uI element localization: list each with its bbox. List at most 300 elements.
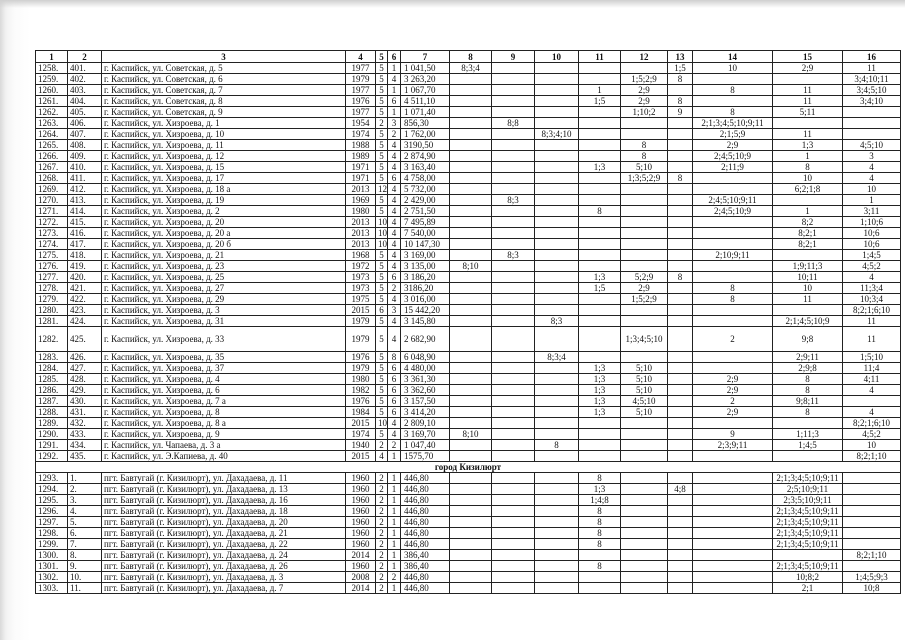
cell-col-8 — [450, 162, 492, 173]
cell-area: 7 540,00 — [401, 228, 450, 239]
cell-col-9 — [492, 305, 535, 316]
cell-col-10 — [535, 528, 579, 539]
cell-year-built: 1974 — [346, 429, 376, 440]
cell-row-index: 1301. — [36, 561, 68, 572]
cell-col-13 — [668, 583, 693, 594]
column-header: 2 — [68, 51, 102, 63]
cell-col-8 — [450, 184, 492, 195]
cell-col-13: 8 — [668, 74, 693, 85]
cell-col-13 — [668, 429, 693, 440]
cell-row-number: 417. — [68, 239, 102, 250]
cell-col-15: 8;2 — [773, 217, 843, 228]
cell-entrances: 1 — [388, 451, 401, 462]
cell-col-15: 6;2;1;8 — [773, 184, 843, 195]
cell-col-12: 2;9 — [621, 96, 668, 107]
cell-row-number: 5. — [68, 517, 102, 528]
cell-floors: 5 — [376, 283, 388, 294]
cell-floors: 2 — [376, 539, 388, 550]
cell-year-built: 1971 — [346, 162, 376, 173]
cell-col-8 — [450, 239, 492, 250]
cell-col-8 — [450, 195, 492, 206]
cell-col-10 — [535, 407, 579, 418]
cell-row-number: 8. — [68, 550, 102, 561]
cell-col-8 — [450, 96, 492, 107]
table-row — [36, 228, 901, 239]
cell-address: пгт. Бавтугай (г. Кизилюрт), ул. Дахадаева, д. 21 — [102, 528, 346, 539]
cell-col-13 — [668, 327, 693, 352]
cell-col-9 — [492, 173, 535, 184]
cell-floors: 5 — [376, 316, 388, 327]
cell-floors: 5 — [376, 374, 388, 385]
cell-row-index: 1298. — [36, 528, 68, 539]
cell-col-10 — [535, 484, 579, 495]
cell-row-index: 1262. — [36, 107, 68, 118]
cell-area: 4 511,10 — [401, 96, 450, 107]
table-row — [36, 63, 901, 74]
cell-floors: 4 — [376, 451, 388, 462]
cell-row-index: 1273. — [36, 228, 68, 239]
cell-col-9 — [492, 327, 535, 352]
cell-col-11 — [579, 250, 621, 261]
cell-col-10 — [535, 385, 579, 396]
table-row — [36, 506, 901, 517]
cell-col-10 — [535, 228, 579, 239]
cell-col-14: 2;10;9;11 — [693, 250, 773, 261]
cell-row-index: 1291. — [36, 440, 68, 451]
column-header: 13 — [668, 51, 693, 63]
cell-col-8 — [450, 327, 492, 352]
cell-floors: 5 — [376, 261, 388, 272]
cell-col-15: 8 — [773, 162, 843, 173]
cell-col-12: 1;10;2 — [621, 107, 668, 118]
cell-address: г. Каспийск, ул. Хизроева, д. 7 а — [102, 396, 346, 407]
cell-address: г. Каспийск, ул. Советская, д. 7 — [102, 85, 346, 96]
cell-col-14 — [693, 305, 773, 316]
table-row — [36, 239, 901, 250]
cell-col-14 — [693, 316, 773, 327]
table-row — [36, 407, 901, 418]
cell-row-index: 1271. — [36, 206, 68, 217]
cell-floors: 5 — [376, 352, 388, 363]
cell-col-14 — [693, 184, 773, 195]
table-row — [36, 495, 901, 506]
cell-row-number: 402. — [68, 74, 102, 85]
cell-col-14 — [693, 495, 773, 506]
cell-year-built: 1940 — [346, 440, 376, 451]
table-row — [36, 283, 901, 294]
cell-row-index: 1284. — [36, 363, 68, 374]
cell-row-index: 1275. — [36, 250, 68, 261]
cell-col-16: 11 — [843, 63, 901, 74]
cell-col-14 — [693, 550, 773, 561]
cell-col-12 — [621, 316, 668, 327]
cell-col-10 — [535, 451, 579, 462]
cell-entrances: 4 — [388, 228, 401, 239]
cell-col-14 — [693, 572, 773, 583]
housing-register-table — [35, 50, 901, 594]
cell-floors: 5 — [376, 327, 388, 352]
cell-entrances: 4 — [388, 217, 401, 228]
cell-col-8 — [450, 440, 492, 451]
cell-col-16: 4 — [843, 173, 901, 184]
cell-col-9 — [492, 550, 535, 561]
cell-row-index: 1276. — [36, 261, 68, 272]
cell-address: г. Каспийск, ул. Хизроева, д. 19 — [102, 195, 346, 206]
cell-col-11: 8 — [579, 206, 621, 217]
table-row — [36, 517, 901, 528]
cell-col-10 — [535, 539, 579, 550]
table-row — [36, 261, 901, 272]
column-header: 1 — [36, 51, 68, 63]
table-row — [36, 352, 901, 363]
cell-year-built: 1960 — [346, 539, 376, 550]
cell-col-16 — [843, 107, 901, 118]
column-header: 7 — [401, 51, 450, 63]
cell-area: 386,40 — [401, 561, 450, 572]
table-row — [36, 294, 901, 305]
cell-col-9: 8;8 — [492, 118, 535, 129]
cell-col-14 — [693, 451, 773, 462]
cell-area: 4 758,00 — [401, 173, 450, 184]
table-body — [36, 63, 901, 594]
cell-row-number: 11. — [68, 583, 102, 594]
cell-col-9 — [492, 528, 535, 539]
cell-col-9 — [492, 206, 535, 217]
cell-col-15: 2;9;11 — [773, 352, 843, 363]
cell-col-8 — [450, 85, 492, 96]
cell-col-12 — [621, 129, 668, 140]
cell-col-16: 11 — [843, 327, 901, 352]
cell-col-13 — [668, 517, 693, 528]
cell-col-9 — [492, 440, 535, 451]
cell-col-10 — [535, 294, 579, 305]
cell-col-10 — [535, 63, 579, 74]
table-row — [36, 74, 901, 85]
cell-col-10 — [535, 550, 579, 561]
cell-col-11 — [579, 327, 621, 352]
table-row — [36, 316, 901, 327]
cell-col-15: 11 — [773, 96, 843, 107]
table-row — [36, 363, 901, 374]
cell-floors: 5 — [376, 429, 388, 440]
cell-address: г. Каспийск, ул. Хизроева, д. 2 — [102, 206, 346, 217]
cell-col-10 — [535, 151, 579, 162]
cell-col-8 — [450, 283, 492, 294]
cell-col-15: 2;3;5;10;9;11 — [773, 495, 843, 506]
cell-col-16: 8;2;1;6;10 — [843, 305, 901, 316]
cell-col-11: 8 — [579, 506, 621, 517]
cell-col-8 — [450, 484, 492, 495]
cell-col-10 — [535, 184, 579, 195]
cell-col-11: 1;3 — [579, 396, 621, 407]
cell-col-13 — [668, 451, 693, 462]
cell-col-15: 8 — [773, 374, 843, 385]
cell-row-number: 420. — [68, 272, 102, 283]
cell-col-10 — [535, 250, 579, 261]
cell-col-12 — [621, 118, 668, 129]
cell-col-14: 2;1;5;9 — [693, 129, 773, 140]
cell-col-12: 8 — [621, 140, 668, 151]
cell-address: пгт. Бавтугай (г. Кизилюрт), ул. Дахадаева, д. 7 — [102, 583, 346, 594]
cell-col-10 — [535, 327, 579, 352]
cell-col-9 — [492, 217, 535, 228]
cell-col-11 — [579, 217, 621, 228]
cell-col-8 — [450, 294, 492, 305]
cell-address: г. Каспийск, ул. Хизроева, д. 9 — [102, 429, 346, 440]
cell-col-12: 5;10 — [621, 407, 668, 418]
cell-area: 3 414,20 — [401, 407, 450, 418]
cell-col-16 — [843, 561, 901, 572]
cell-col-16: 1;4;5 — [843, 250, 901, 261]
cell-col-15: 2;1;3;4;5;10;9;11 — [773, 528, 843, 539]
cell-col-10: 8;3;4 — [535, 352, 579, 363]
cell-col-16: 4 — [843, 162, 901, 173]
cell-col-9: 8;3 — [492, 250, 535, 261]
cell-address: г. Каспийск, ул. Э.Капиева, д. 40 — [102, 451, 346, 462]
cell-col-15: 1;9;11;3 — [773, 261, 843, 272]
cell-col-11: 1;3 — [579, 374, 621, 385]
cell-col-13 — [668, 572, 693, 583]
cell-entrances: 4 — [388, 250, 401, 261]
cell-col-9 — [492, 385, 535, 396]
cell-col-14 — [693, 352, 773, 363]
cell-col-8 — [450, 473, 492, 484]
cell-col-11: 8 — [579, 561, 621, 572]
cell-col-10 — [535, 305, 579, 316]
cell-col-10 — [535, 85, 579, 96]
table-row — [36, 305, 901, 316]
cell-area: 446,80 — [401, 506, 450, 517]
cell-col-10 — [535, 195, 579, 206]
cell-address: г. Каспийск, ул. Хизроева, д. 6 — [102, 385, 346, 396]
cell-year-built: 1977 — [346, 85, 376, 96]
cell-col-15: 1 — [773, 206, 843, 217]
cell-col-15: 2;1;3;4;5;10;9;11 — [773, 473, 843, 484]
cell-col-16: 10;6 — [843, 228, 901, 239]
cell-col-15: 2;1;3;4;5;10;9;11 — [773, 539, 843, 550]
cell-entrances: 4 — [388, 184, 401, 195]
cell-address: г. Каспийск, ул. Хизроева, д. 18 а — [102, 184, 346, 195]
cell-col-14 — [693, 473, 773, 484]
table-row — [36, 561, 901, 572]
column-header: 11 — [579, 51, 621, 63]
cell-area: 3 016,00 — [401, 294, 450, 305]
cell-entrances: 2 — [388, 572, 401, 583]
cell-col-13 — [668, 385, 693, 396]
cell-col-12 — [621, 561, 668, 572]
cell-col-16: 4 — [843, 407, 901, 418]
cell-area: 446,80 — [401, 539, 450, 550]
cell-col-14: 8 — [693, 283, 773, 294]
cell-col-13 — [668, 129, 693, 140]
section-heading-row — [36, 462, 901, 473]
cell-col-16 — [843, 506, 901, 517]
cell-col-14: 2;4;5;10;9 — [693, 206, 773, 217]
cell-entrances: 6 — [388, 363, 401, 374]
cell-col-10 — [535, 363, 579, 374]
cell-row-index: 1288. — [36, 407, 68, 418]
cell-col-16 — [843, 484, 901, 495]
cell-col-8: 8;10 — [450, 261, 492, 272]
cell-col-15 — [773, 118, 843, 129]
cell-year-built: 2015 — [346, 305, 376, 316]
cell-col-15: 2;1 — [773, 583, 843, 594]
cell-col-9 — [492, 129, 535, 140]
table-header — [36, 51, 901, 63]
cell-address: г. Каспийск, ул. Хизроева, д. 15 — [102, 162, 346, 173]
cell-col-11: 1;3 — [579, 385, 621, 396]
cell-entrances: 6 — [388, 173, 401, 184]
cell-row-index: 1285. — [36, 374, 68, 385]
cell-col-13 — [668, 374, 693, 385]
cell-entrances: 4 — [388, 294, 401, 305]
cell-floors: 6 — [376, 305, 388, 316]
cell-col-12: 5;10 — [621, 363, 668, 374]
table-row — [36, 583, 901, 594]
cell-col-14 — [693, 539, 773, 550]
cell-col-16: 1;5;10 — [843, 352, 901, 363]
cell-area: 3 163,40 — [401, 162, 450, 173]
cell-entrances: 4 — [388, 151, 401, 162]
cell-col-14 — [693, 228, 773, 239]
cell-address: г. Каспийск, ул. Хизроева, д. 33 — [102, 327, 346, 352]
header-row — [36, 51, 901, 63]
cell-floors: 2 — [376, 550, 388, 561]
cell-col-8 — [450, 363, 492, 374]
cell-row-index: 1289. — [36, 418, 68, 429]
cell-col-12: 5;2;9 — [621, 272, 668, 283]
cell-col-13 — [668, 283, 693, 294]
cell-year-built: 1984 — [346, 407, 376, 418]
cell-floors: 5 — [376, 250, 388, 261]
cell-col-13 — [668, 305, 693, 316]
cell-col-14: 2;3;9;11 — [693, 440, 773, 451]
cell-col-10 — [535, 506, 579, 517]
cell-col-15: 2;1;3;4;5;10;9;11 — [773, 561, 843, 572]
cell-floors: 5 — [376, 195, 388, 206]
cell-year-built: 1960 — [346, 495, 376, 506]
cell-floors: 5 — [376, 96, 388, 107]
table-row — [36, 327, 901, 352]
cell-row-index: 1283. — [36, 352, 68, 363]
table-row — [36, 396, 901, 407]
cell-year-built: 1976 — [346, 396, 376, 407]
table-row — [36, 162, 901, 173]
cell-col-14 — [693, 484, 773, 495]
cell-row-number: 424. — [68, 316, 102, 327]
cell-col-9 — [492, 561, 535, 572]
cell-col-10: 8 — [535, 440, 579, 451]
cell-col-11: 1;3 — [579, 363, 621, 374]
cell-col-13 — [668, 85, 693, 96]
cell-col-12 — [621, 484, 668, 495]
cell-col-14 — [693, 96, 773, 107]
cell-col-8 — [450, 151, 492, 162]
cell-floors: 2 — [376, 572, 388, 583]
cell-address: г. Каспийск, ул. Хизроева, д. 27 — [102, 283, 346, 294]
cell-row-number: 426. — [68, 352, 102, 363]
cell-col-16: 10;6 — [843, 239, 901, 250]
cell-col-11: 1;4;8 — [579, 495, 621, 506]
cell-col-11: 8 — [579, 528, 621, 539]
cell-col-15 — [773, 74, 843, 85]
cell-year-built: 2008 — [346, 572, 376, 583]
cell-address: г. Каспийск, ул. Чапаева, д. 3 а — [102, 440, 346, 451]
cell-col-12: 5;10 — [621, 162, 668, 173]
cell-col-11 — [579, 107, 621, 118]
cell-row-number: 416. — [68, 228, 102, 239]
cell-entrances: 1 — [388, 85, 401, 96]
cell-col-16: 8;2;1;10 — [843, 550, 901, 561]
cell-col-11 — [579, 195, 621, 206]
cell-col-14 — [693, 272, 773, 283]
cell-floors: 5 — [376, 396, 388, 407]
cell-row-index: 1269. — [36, 184, 68, 195]
cell-col-16: 4;5;2 — [843, 261, 901, 272]
table-row — [36, 484, 901, 495]
cell-col-11 — [579, 184, 621, 195]
cell-col-9 — [492, 74, 535, 85]
cell-col-12: 1;5;2;9 — [621, 294, 668, 305]
cell-entrances: 4 — [388, 74, 401, 85]
cell-col-11 — [579, 228, 621, 239]
cell-entrances: 6 — [388, 396, 401, 407]
cell-col-15: 10 — [773, 173, 843, 184]
cell-col-8 — [450, 506, 492, 517]
cell-floors: 5 — [376, 272, 388, 283]
cell-floors: 5 — [376, 206, 388, 217]
cell-year-built: 2015 — [346, 451, 376, 462]
cell-address: г. Каспийск, ул. Советская, д. 8 — [102, 96, 346, 107]
cell-col-13 — [668, 539, 693, 550]
cell-row-index: 1290. — [36, 429, 68, 440]
cell-address: г. Каспийск, ул. Хизроева, д. 20 б — [102, 239, 346, 250]
cell-col-12: 1;3;4;5;10 — [621, 327, 668, 352]
cell-col-16: 4 — [843, 272, 901, 283]
cell-col-10 — [535, 418, 579, 429]
cell-col-11 — [579, 261, 621, 272]
cell-col-15 — [773, 418, 843, 429]
cell-row-index: 1286. — [36, 385, 68, 396]
cell-col-14: 8 — [693, 85, 773, 96]
cell-col-12: 1;3;5;2;9 — [621, 173, 668, 184]
cell-address: г. Каспийск, ул. Хизроева, д. 25 — [102, 272, 346, 283]
column-header: 12 — [621, 51, 668, 63]
cell-row-number: 427. — [68, 363, 102, 374]
cell-entrances: 4 — [388, 316, 401, 327]
cell-col-8 — [450, 316, 492, 327]
cell-col-16: 3;11 — [843, 206, 901, 217]
cell-row-index: 1300. — [36, 550, 68, 561]
cell-col-14 — [693, 517, 773, 528]
cell-address: г. Каспийск, ул. Хизроева, д. 20 а — [102, 228, 346, 239]
cell-col-15: 8;2;1 — [773, 239, 843, 250]
cell-col-15: 2;5;10;9;11 — [773, 484, 843, 495]
cell-col-9 — [492, 572, 535, 583]
cell-col-13 — [668, 418, 693, 429]
table-row — [36, 550, 901, 561]
cell-year-built: 1954 — [346, 118, 376, 129]
cell-col-13: 4;8 — [668, 484, 693, 495]
cell-col-10 — [535, 217, 579, 228]
cell-col-14 — [693, 261, 773, 272]
cell-row-number: 410. — [68, 162, 102, 173]
cell-col-13: 1;5 — [668, 63, 693, 74]
cell-area: 3 135,00 — [401, 261, 450, 272]
table-row — [36, 374, 901, 385]
cell-col-13 — [668, 352, 693, 363]
cell-row-number: 433. — [68, 429, 102, 440]
